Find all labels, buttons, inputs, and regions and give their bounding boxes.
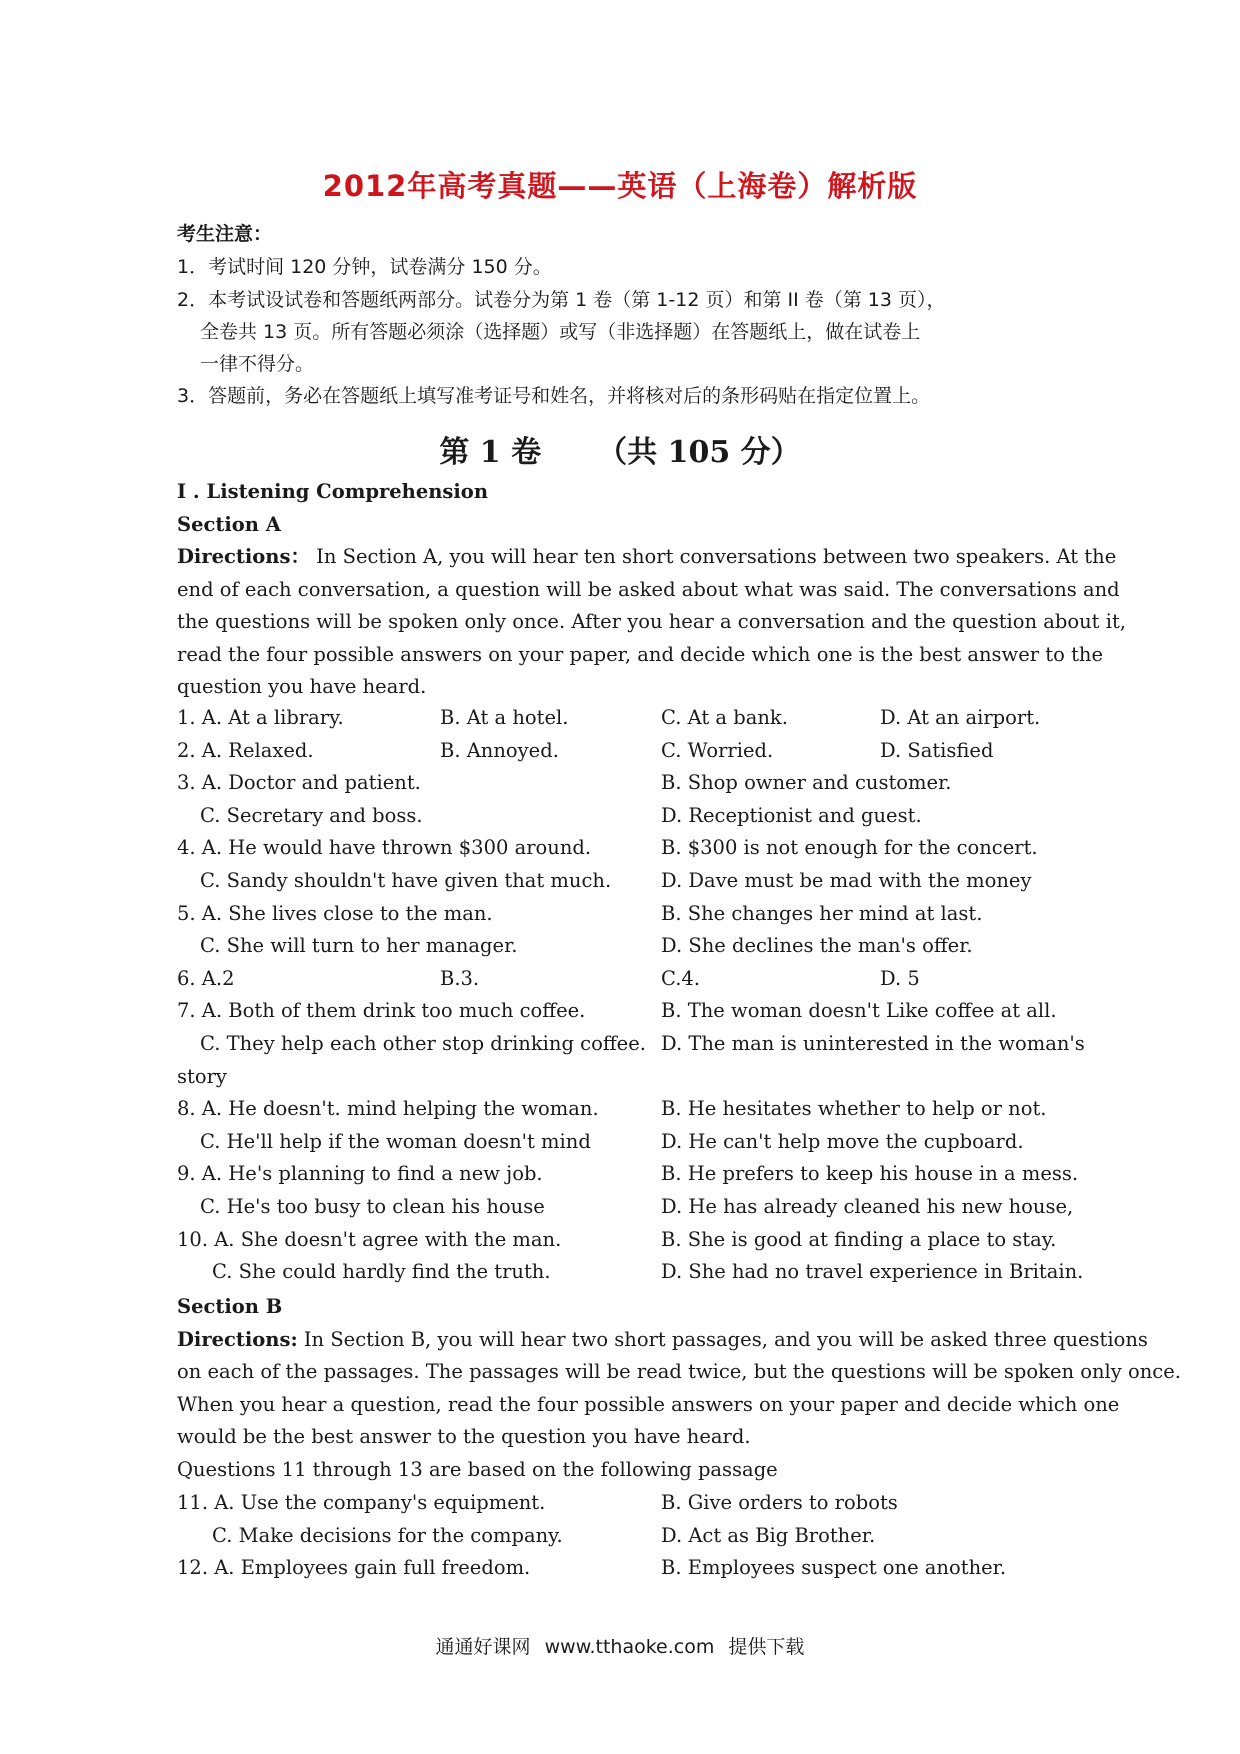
directions-text: In Section A, you will hear ten short conversations between two speakers. At the xyxy=(316,545,1117,568)
answer-option: C. He's too busy to clean his house xyxy=(200,1195,545,1218)
passage-intro: Questions 11 through 13 are based on the following passage xyxy=(177,1458,778,1481)
answer-option: 3. A. Doctor and patient. xyxy=(177,771,421,795)
section-b-directions xyxy=(177,1328,1148,1352)
answer-option: C. Secretary and boss. xyxy=(200,803,423,827)
answer-option: 8. A. He doesn't. mind helping the woman. xyxy=(177,1097,599,1121)
answer-option: B. Annoyed. xyxy=(440,738,559,762)
directions-text: question you have heard. xyxy=(177,675,427,698)
answer-option: 5. A. She lives close to the man. xyxy=(177,901,493,925)
answer-option: B. The woman doesn't Like coffee at all. xyxy=(661,999,1057,1023)
answer-option: C. They help each other stop drinking coffee. xyxy=(200,1032,646,1055)
answer-option: C. Sandy shouldn't have given that much. xyxy=(200,869,612,892)
notice-item: 全卷共 13 页。所有答题必须涂（选择题）或写（非选择题）在答题纸上，做在试卷上 xyxy=(200,321,921,343)
notice-item: 2．本考试设试卷和答题纸两部分。试卷分为第 1 卷（第 1-12 页）和第 II 卷（第 13 页）， xyxy=(177,289,946,311)
answer-option: D. He can't help move the cupboard. xyxy=(661,1129,1024,1153)
answer-option: C. She will turn to her manager. xyxy=(200,934,518,958)
answer-option: B. He prefers to keep his house in a mess. xyxy=(661,1162,1079,1186)
answer-option: 11. A. Use the company's equipment. xyxy=(177,1491,546,1514)
notice-item: 1．考试时间 120 分钟，试卷满分 150 分。 xyxy=(177,256,552,278)
notice-item: 3．答题前，务必在答题纸上填写准考证号和姓名，并将核对后的条形码贴在指定位置上。 xyxy=(177,385,931,407)
answer-option: B. She changes her mind at last. xyxy=(661,901,983,925)
directions-label: Directions: xyxy=(177,1328,298,1351)
notice-item: 一律不得分。 xyxy=(200,353,315,375)
answer-option: C.4. xyxy=(661,966,701,990)
answer-option: D. He has already cleaned his new house, xyxy=(661,1195,1074,1218)
section-a-directions xyxy=(177,545,1117,569)
answer-option: B. Give orders to robots xyxy=(661,1491,898,1514)
answer-option: C. Make decisions for the company. xyxy=(212,1523,563,1547)
section-b-heading: Section B xyxy=(177,1295,283,1318)
answer-option: D. Receptionist and guest. xyxy=(661,803,922,827)
directions-text: When you hear a question, read the four possible answers on your paper and decide which one xyxy=(177,1393,1120,1416)
answer-option: 9. A. He's planning to find a new job. xyxy=(177,1162,543,1186)
footer-note: 提供下载 xyxy=(728,1636,805,1658)
document-title: 2012年高考真题——英语（上海卷）解析版 xyxy=(322,169,918,203)
part-name: 第 1 卷 xyxy=(439,435,542,470)
answer-option: D. She declines the man's offer. xyxy=(661,934,973,958)
answer-option: D. Act as Big Brother. xyxy=(661,1523,876,1547)
answer-option: 1. A. At a library. xyxy=(177,706,344,729)
answer-option: D. At an airport. xyxy=(880,706,1041,729)
answer-option: D. 5 xyxy=(880,966,920,990)
answer-option: 12. A. Employees gain full freedom. xyxy=(177,1556,531,1579)
answer-option: 10. A. She doesn't agree with the man. xyxy=(177,1227,562,1251)
answer-option: 4. A. He would have thrown $300 around. xyxy=(177,836,592,860)
part-score: （共 105 分） xyxy=(597,435,801,470)
answer-option: D. Satisfied xyxy=(880,738,994,762)
section-heading: I . Listening Comprehension xyxy=(177,480,488,503)
directions-text: would be the best answer to the question you have heard. xyxy=(177,1425,751,1448)
answer-option: 2. A. Relaxed. xyxy=(177,738,314,762)
answer-option: C. Worried. xyxy=(661,738,774,762)
part-title xyxy=(0,427,1240,471)
answer-option: B. Employees suspect one another. xyxy=(661,1556,1007,1579)
footer-site-name: 通通好课网 xyxy=(435,1636,531,1658)
answer-option: C. He'll help if the woman doesn't mind xyxy=(200,1129,591,1153)
answer-option: B.3. xyxy=(440,966,480,990)
directions-text: end of each conversation, a question will be asked about what was said. The conversations and xyxy=(177,578,1120,601)
answer-option: B. He hesitates whether to help or not. xyxy=(661,1097,1047,1121)
answer-option: 7. A. Both of them drink too much coffee. xyxy=(177,999,586,1023)
answer-option: B. $300 is not enough for the concert. xyxy=(661,836,1038,860)
footer-url: www.tthaoke.com xyxy=(544,1636,715,1658)
answer-option: 6. A.2 xyxy=(177,966,235,990)
directions-text: In Section B, you will hear two short passages, and you will be asked three questions xyxy=(303,1328,1148,1351)
answer-option: story xyxy=(177,1064,227,1088)
answer-option: B. Shop owner and customer. xyxy=(661,771,952,795)
directions-label: Directions： xyxy=(177,545,310,568)
section-a-heading: Section A xyxy=(177,513,281,536)
answer-option: D. Dave must be mad with the money xyxy=(661,869,1032,892)
answer-option: B. She is good at finding a place to stay. xyxy=(661,1227,1057,1251)
page-footer xyxy=(0,1632,1240,1659)
directions-text: read the four possible answers on your paper, and decide which one is the best answer to the xyxy=(177,643,1104,666)
answer-option: C. At a bank. xyxy=(661,706,788,729)
answer-option: D. She had no travel experience in Britain. xyxy=(661,1260,1084,1284)
answer-option: B. At a hotel. xyxy=(440,706,569,729)
answer-option: D. The man is uninterested in the woman's xyxy=(661,1032,1085,1055)
directions-text: on each of the passages. The passages will be read twice, but the questions will be spoken only once. xyxy=(177,1360,1181,1383)
notice-heading: 考生注意： xyxy=(177,223,273,245)
answer-option: C. She could hardly find the truth. xyxy=(212,1260,551,1284)
directions-text: the questions will be spoken only once. After you hear a conversation and the question about it, xyxy=(177,610,1126,633)
